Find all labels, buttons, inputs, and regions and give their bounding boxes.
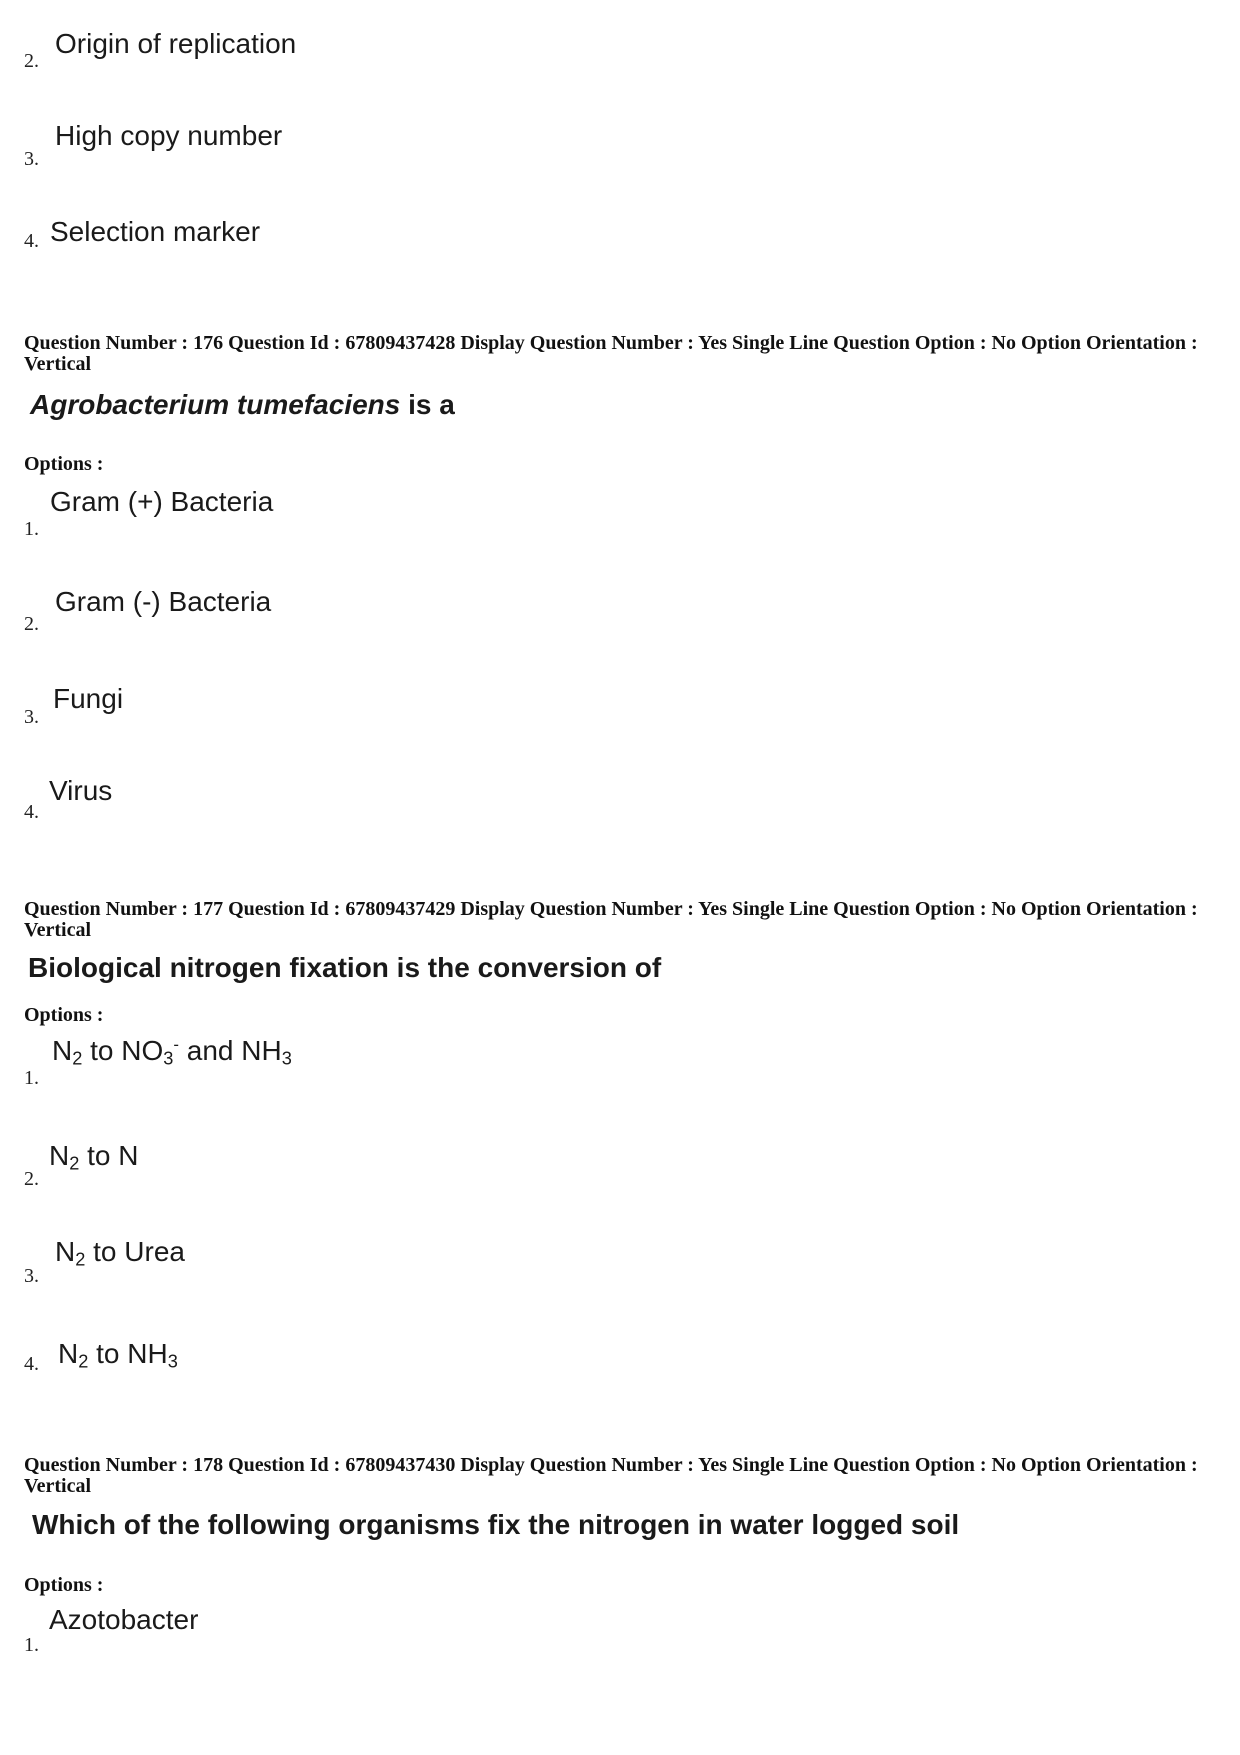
- option-number: 3.: [24, 148, 39, 170]
- question-meta: Question Number : 176 Question Id : 67809437428 Display Question Number : Yes Single Line Question Option : No Option Orientation : Vertical: [24, 332, 1198, 375]
- options-label: Options :: [24, 453, 104, 475]
- option-number: 2.: [24, 1168, 39, 1190]
- option-number: 4.: [24, 1353, 39, 1375]
- question-meta: Question Number : 178 Question Id : 67809437430 Display Question Number : Yes Single Line Question Option : No Option Orientation : Vertical: [24, 1454, 1198, 1497]
- option-text: Azotobacter: [49, 1604, 199, 1635]
- option-text: Gram (+) Bacteria: [50, 486, 274, 517]
- question-text: [30, 389, 455, 421]
- question-text: Which of the following organisms fix the nitrogen in water logged soil: [32, 1509, 960, 1540]
- option-number: 2.: [24, 50, 39, 72]
- option-number: 3.: [24, 1265, 39, 1287]
- option-text: Gram (-) Bacteria: [55, 586, 272, 617]
- option-text: $N_2$ to N: [49, 1140, 139, 1174]
- option-number: 1.: [24, 1067, 39, 1089]
- option-text: Fungi: [53, 683, 124, 714]
- question-text-rest: is a: [400, 389, 455, 420]
- option-number: 4.: [24, 230, 39, 252]
- options-label: Options :: [24, 1004, 104, 1026]
- option-text: Virus: [49, 775, 113, 806]
- option-text: High copy number: [55, 120, 283, 151]
- option-number: 1.: [24, 1634, 39, 1656]
- option-number: 2.: [24, 613, 39, 635]
- question-text-italic: Agrobacterium tumefaciens: [30, 389, 401, 420]
- option-text: $N_2$ to Urea: [55, 1236, 185, 1270]
- option-text: $N_2$ to $NO_3^-$ and $NH_3$: [52, 1034, 292, 1069]
- option-text: Origin of replication: [55, 28, 297, 59]
- option-text: $N_2$ to $NH_3$: [58, 1338, 178, 1372]
- option-number: 4.: [24, 801, 39, 823]
- option-number: 3.: [24, 706, 39, 728]
- question-meta: Question Number : 177 Question Id : 67809437429 Display Question Number : Yes Single Line Question Option : No Option Orientation : Vertical: [24, 898, 1198, 941]
- question-text: Biological nitrogen fixation is the conversion of: [28, 952, 662, 983]
- option-number: 1.: [24, 518, 39, 540]
- options-label: Options :: [24, 1574, 104, 1596]
- option-text: Selection marker: [50, 216, 261, 247]
